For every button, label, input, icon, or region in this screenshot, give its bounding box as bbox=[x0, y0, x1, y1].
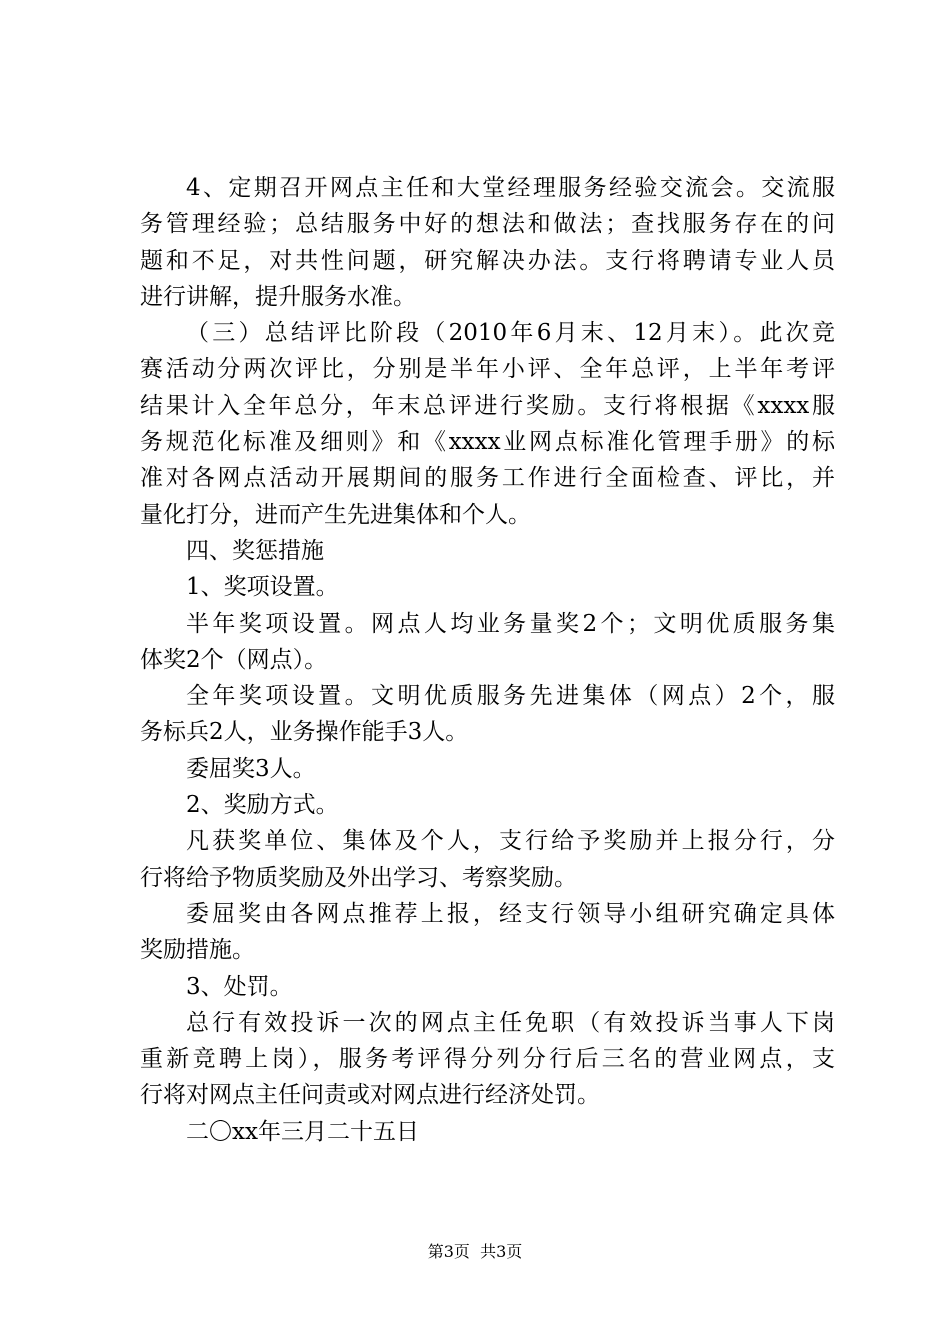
text-line: 委屈奖3人。 bbox=[186, 755, 316, 782]
text-line: 1、奖项设置。 bbox=[186, 574, 339, 601]
text-line: 务管理经验；总结服务中好的想法和做法；查找服务存在的问 bbox=[140, 211, 835, 238]
text-line: 委屈奖由各网点推荐上报，经支行领导小组研究确定具体 bbox=[186, 900, 835, 927]
text-line: 总行有效投诉一次的网点主任免职（有效投诉当事人下岗 bbox=[186, 1009, 835, 1036]
text-line: （三）总结评比阶段（2010年6月末、12月末）。此次竞 bbox=[186, 320, 835, 347]
text-line: 务规范化标准及细则》和《xxxx业网点标准化管理手册》的标 bbox=[140, 429, 835, 456]
text-line: 赛活动分两次评比，分别是半年小评、全年总评，上半年考评 bbox=[140, 356, 835, 383]
text-line: 结果计入全年总分，年末总评进行奖励。支行将根据《xxxx服 bbox=[140, 392, 835, 419]
text-line: 4、定期召开网点主任和大堂经理服务经验交流会。交流服 bbox=[186, 175, 835, 201]
document-body bbox=[140, 170, 835, 1150]
text-line: 行将给予物质奖励及外出学习、考察奖励。 bbox=[140, 864, 577, 891]
text-line: 务标兵2人，业务操作能手3人。 bbox=[140, 719, 469, 746]
text-line: 行将对网点主任问责或对网点进行经济处罚。 bbox=[140, 1082, 600, 1109]
text-line: 题和不足，对共性问题，研究解决办法。支行将聘请专业人员 bbox=[140, 247, 835, 274]
text-line: 进行讲解，提升服务水准。 bbox=[140, 283, 416, 310]
text-line: 四、奖惩措施 bbox=[186, 537, 324, 564]
text-line: 奖励措施。 bbox=[140, 937, 255, 964]
text-line: 二〇xx年三月二十五日 bbox=[186, 1118, 419, 1145]
text-line: 全年奖项设置。文明优质服务先进集体（网点）2个，服 bbox=[186, 683, 835, 710]
text-line: 重新竞聘上岗），服务考评得分列分行后三名的营业网点，支 bbox=[140, 1046, 835, 1073]
text-line: 3、处罚。 bbox=[186, 973, 293, 1000]
text-line: 凡获奖单位、集体及个人，支行给予奖励并上报分行，分 bbox=[186, 828, 835, 855]
text-line: 体奖2个（网点）。 bbox=[140, 646, 328, 673]
text-line: 2、奖励方式。 bbox=[186, 792, 339, 819]
text-line: 量化打分，进而产生先进集体和个人。 bbox=[140, 501, 531, 528]
page-footer bbox=[0, 1240, 950, 1264]
page-number-label: 第3页 共3页 bbox=[427, 1242, 523, 1261]
text-line: 半年奖项设置。网点人均业务量奖2个；文明优质服务集 bbox=[186, 610, 835, 637]
text-line: 准对各网点活动开展期间的服务工作进行全面检查、评比，并 bbox=[140, 465, 835, 492]
